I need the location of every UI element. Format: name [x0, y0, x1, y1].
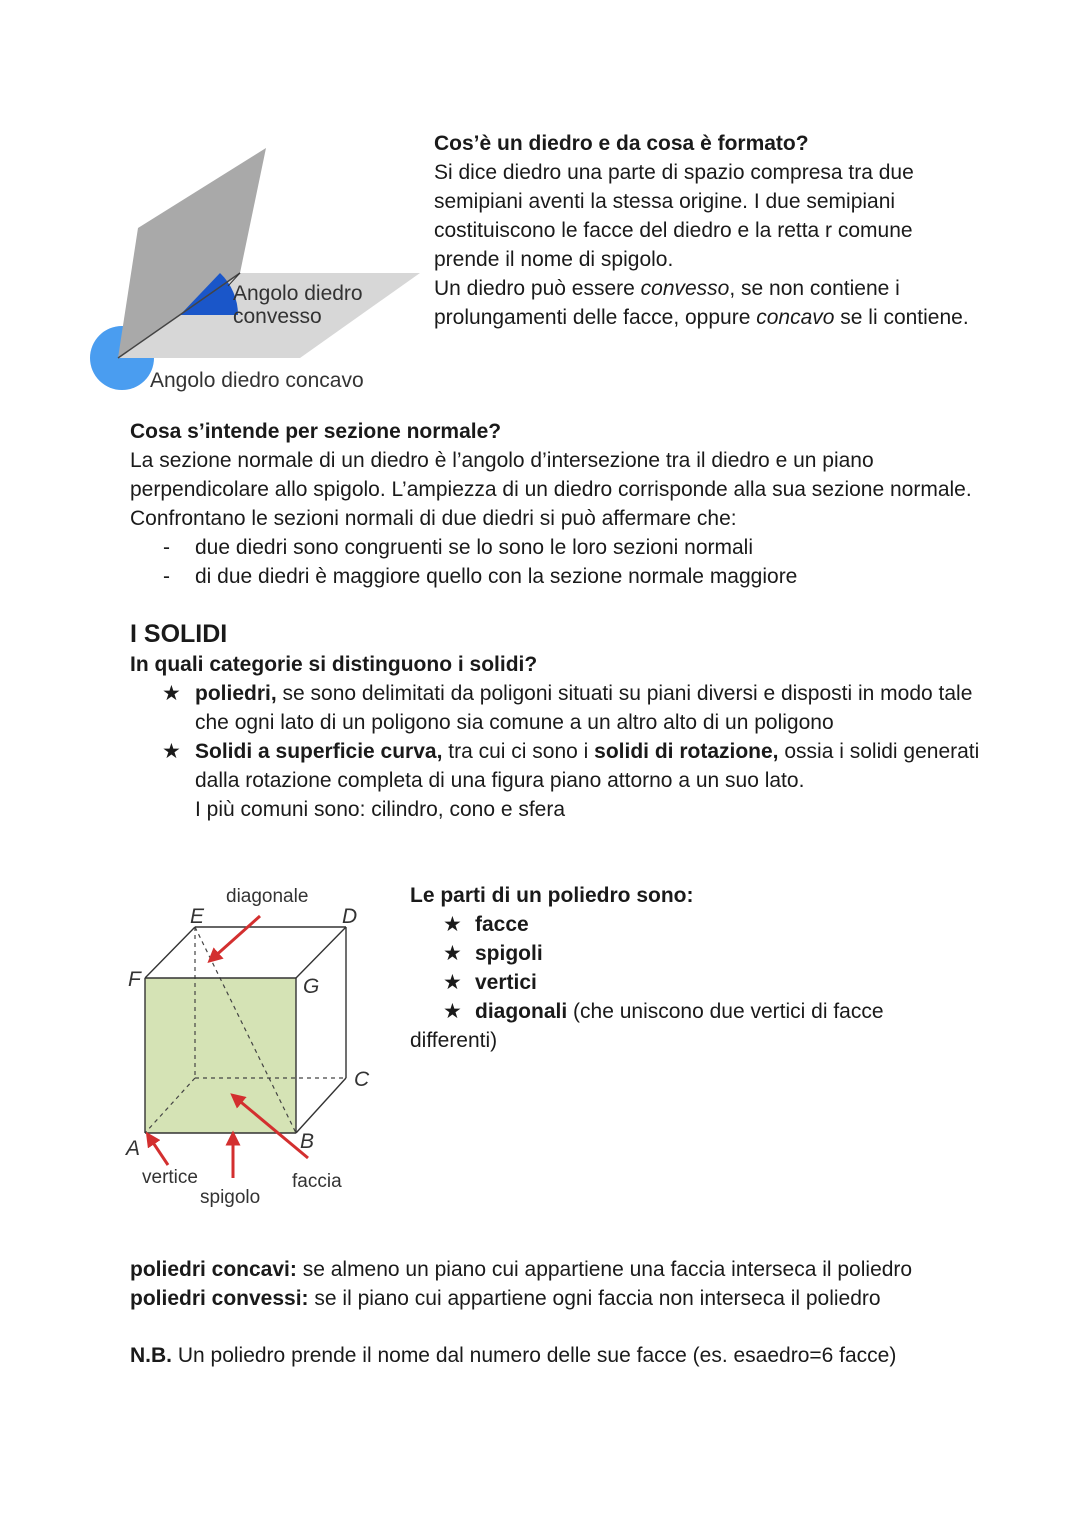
diedro-section [434, 129, 974, 332]
sezione-text: La sezione normale di un diedro è l’angolo d’intersezione tra il diedro e un piano perpendicolare allo spigolo. L’ampiezza di un diedro corrisponde alla sua sezione normale. Confrontano le sezioni normali di due diedri si può affermare che: [130, 449, 972, 530]
front-face [145, 978, 296, 1133]
convex-label-line1: Angolo diedro [233, 282, 363, 305]
label-spigolo: spigolo [200, 1187, 261, 1208]
star-icon: ★ [443, 971, 462, 994]
list-item: ★ Solidi a superficie curva, tra cui ci sono i solidi di rotazione, ossia i solidi generati dalla rotazione completa di una figura piano attorno a un suo lato. I più comuni sono: cilindro, cono e sfera [130, 737, 990, 824]
parti-heading: Le parti di un poliedro sono: [410, 884, 694, 907]
cube-edge [145, 927, 195, 978]
solidi-section [130, 650, 990, 824]
poliedri-concavi: poliedri concavi: se almeno un piano cui appartiene una faccia interseca il poliedro [130, 1258, 913, 1281]
parti-list [410, 910, 930, 1026]
vertex-label-F: F [128, 968, 141, 991]
list-item: ★ poliedri, se sono delimitati da poligoni situati su piani diversi e disposti in modo tale che ogni lato di un poligono sia comune a un altro alto di un poligono [130, 679, 990, 737]
vertex-label-E: E [190, 905, 205, 928]
list-item: - di due diedri è maggiore quello con la sezione normale maggiore [163, 565, 798, 588]
star-icon: ★ [162, 682, 181, 705]
diagonal-arrow [213, 916, 260, 958]
convex-label-line2: convesso [233, 305, 322, 328]
sezione-bullet-list [130, 533, 990, 591]
solidi-heading: I SOLIDI [130, 620, 228, 648]
poliedri-definitions [130, 1255, 1010, 1313]
label-vertice: vertice [142, 1167, 198, 1188]
solidi-list [130, 679, 990, 824]
star-icon: ★ [162, 740, 181, 763]
cube-figure [118, 880, 388, 1210]
cube-edge [296, 927, 346, 978]
diedro-definition: Si dice diedro una parte di spazio compresa tra due semipiani aventi la stessa origine. I due semipiani costituiscono le facce del diedro e la retta r comune prende il nome di spigolo. [434, 161, 914, 271]
nota-bene: N.B. Un poliedro prende il nome dal numero delle sue facce (es. esaedro=6 facce) [130, 1344, 897, 1367]
concave-label: Angolo diedro concavo [150, 369, 364, 392]
diedro-convex-concave: Un diedro può essere convesso, se non contiene i prolungamenti delle facce, oppure concavo se li contiene. [434, 277, 969, 329]
star-icon: ★ [443, 942, 462, 965]
vertex-label-C: C [354, 1068, 370, 1091]
list-item: ★ diagonali (che uniscono due vertici di facce [410, 997, 930, 1026]
cube-edge [296, 1078, 346, 1133]
vertex-label-G: G [303, 975, 320, 998]
vertice-arrow [150, 1138, 168, 1165]
label-faccia: faccia [292, 1171, 342, 1192]
parti-tail: differenti) [410, 1029, 498, 1052]
list-item: ★ vertici [410, 968, 930, 997]
dihedral-figure [80, 140, 430, 400]
list-item: ★ spigoli [410, 939, 930, 968]
list-item: - due diedri sono congruenti se lo sono le loro sezioni normali [163, 536, 753, 559]
sezione-question: Cosa s’intende per sezione normale? [130, 420, 502, 443]
vertex-label-A: A [126, 1137, 141, 1160]
star-icon: ★ [443, 913, 462, 936]
star-icon: ★ [443, 1000, 462, 1023]
sezione-normale-section [130, 417, 990, 591]
vertex-label-B: B [300, 1130, 315, 1153]
vertex-label-D: D [342, 905, 358, 928]
parti-poliedro-section [410, 881, 930, 1055]
list-item: ★ facce [410, 910, 930, 939]
poliedri-convessi: poliedri convessi: se il piano cui appartiene ogni faccia non interseca il poliedro [130, 1287, 881, 1310]
label-diagonale: diagonale [226, 886, 309, 907]
solidi-question: In quali categorie si distinguono i solidi? [130, 653, 538, 676]
diedro-question: Cos’è un diedro e da cosa è formato? [434, 132, 809, 155]
